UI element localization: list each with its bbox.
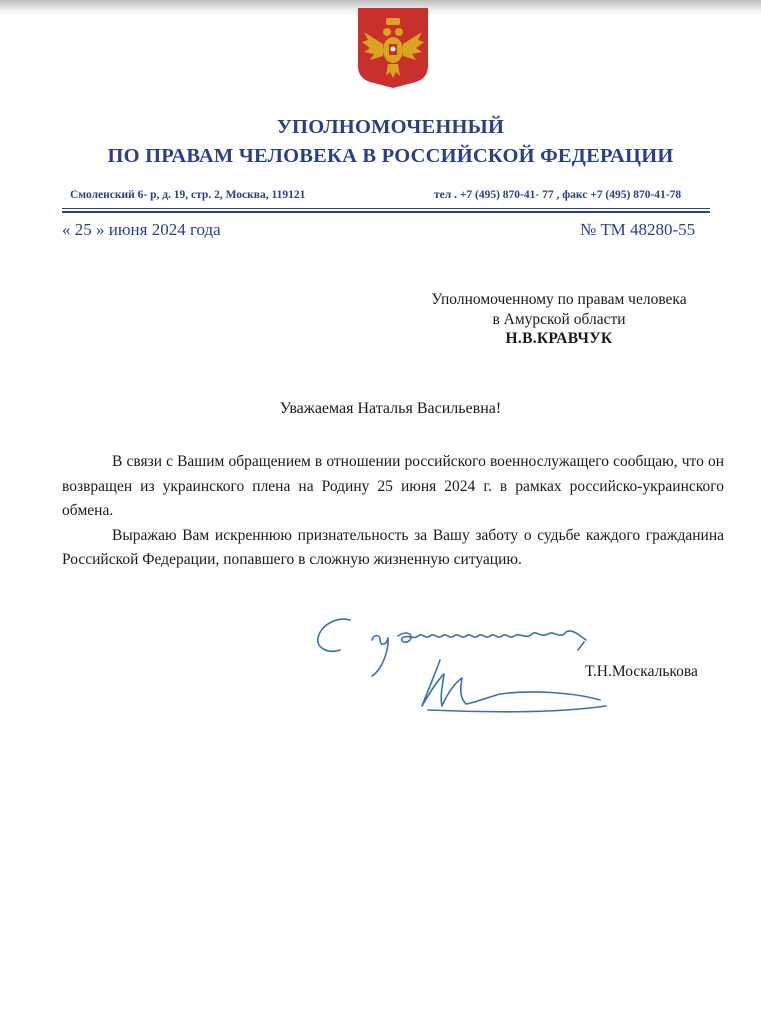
salutation: Уважаемая Наталья Васильевна! (279, 400, 502, 417)
header-title-line2: ПО ПРАВАМ ЧЕЛОВЕКА В РОССИЙСКОЙ ФЕДЕРАЦИИ (107, 145, 674, 167)
office-address: Смоленский 6- р, д. 19, стр. 2, Москва, 119121 (70, 189, 306, 201)
coat-of-arms-emblem (356, 6, 430, 88)
signer-name: Т.Н.Москалькова (585, 663, 698, 680)
registration-number: № ТМ 48280-55 (580, 220, 696, 239)
letter-date: « 25 » июня 2024 года (62, 220, 221, 239)
body-paragraph-2: Выражаю Вам искреннюю признательность за Вашу заботу о судьбе каждого гражданина Российской Федерации, попавшего в сложную жизненную ситуацию. (62, 526, 724, 568)
recipient-block (380, 290, 738, 349)
letter-body (62, 450, 724, 573)
recipient-line2: в Амурской области (492, 310, 626, 328)
header-divider-thin (62, 208, 710, 209)
header-divider-thick (62, 211, 710, 213)
handwritten-signature (310, 610, 620, 725)
office-contacts: тел . +7 (495) 870-41- 77 , факс +7 (495) 870-41-78 (434, 189, 682, 201)
header-title-line1: УПОЛНОМОЧЕННЫЙ (276, 116, 505, 138)
body-paragraph-1: В связи с Вашим обращением в отношении российского военнослужащего сообщаю, что он возвращен из украинского плена на Родину 25 июня 2024 г. в рамках российско-украинского обмена. (62, 453, 724, 519)
recipient-name: Н.В.КРАВЧУК (505, 330, 613, 347)
recipient-line1: Уполномоченному по правам человека (431, 291, 687, 308)
